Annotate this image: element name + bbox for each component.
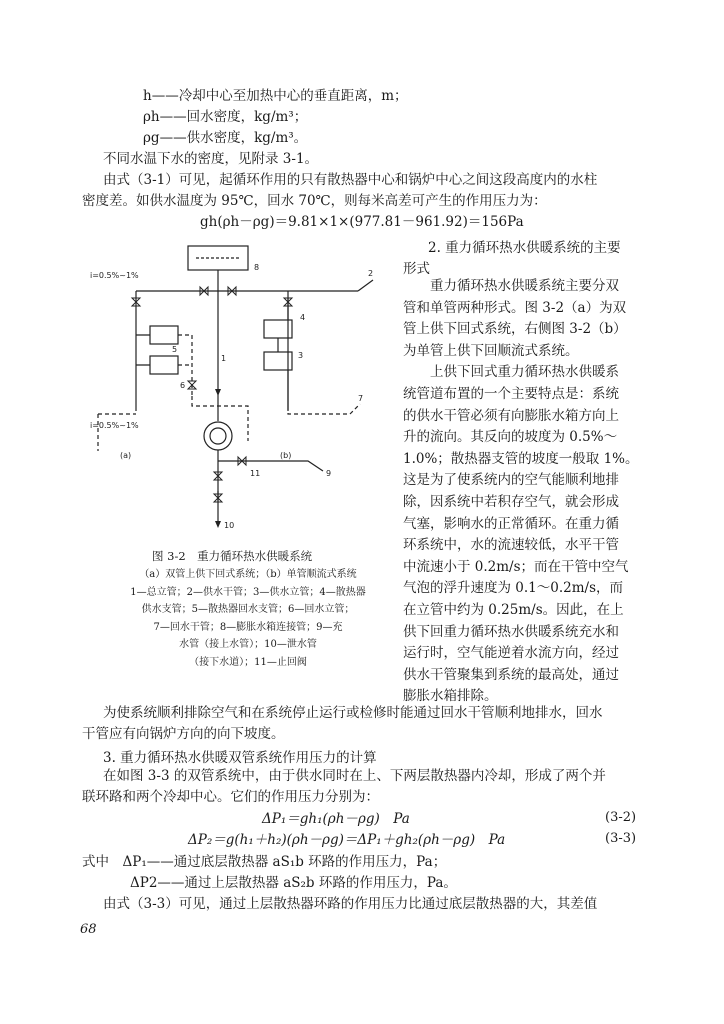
body-line: 中流速小于 0.2m/s；而在干管中空气 <box>403 558 629 575</box>
return-slope-text: 为使系统顺利排除空气和在系统停止运行或检修时能通过回水干管顺利地排水，回水 <box>103 705 603 721</box>
slope-label-bottom: i=0.5%~1% <box>90 421 139 430</box>
return-slope-text-cont: 干管应有向锅炉方向的向下坡度。 <box>82 726 285 742</box>
caption-line: （a）双管上供下回式系统；（b）单管顺流式系统 <box>139 569 357 580</box>
callout-9: 9 <box>326 469 332 478</box>
def-h: h——冷却中心至加热中心的垂直距离，m； <box>143 88 408 104</box>
body-line: 1.0%；散热器支管的坡度一般取 1%。 <box>403 450 639 467</box>
section2-body <box>403 276 673 708</box>
radiator <box>150 326 178 344</box>
intro-line: 密度差。如供水温度为 95℃，回水 70℃，则每米高差可产生的作用压力为： <box>82 193 547 209</box>
body-line: 膨胀水箱排除。 <box>403 688 498 705</box>
body-line: 为单管上供下回顺流式系统。 <box>403 342 579 359</box>
callout-7: 7 <box>358 394 364 403</box>
arrow-icon <box>215 389 221 396</box>
callout-8: 8 <box>254 263 260 272</box>
body-line: 在立管中约为 0.25m/s。因此，在上 <box>403 601 624 618</box>
body-line: 管和单管两种形式。图 3-2（a）为双 <box>403 299 627 316</box>
callout-4: 4 <box>300 313 306 322</box>
caption-line: （接下水道）；11—止回阀 <box>189 656 307 668</box>
body-line: 的供水干管必须有向膨胀水箱方向上 <box>403 407 619 424</box>
body-line: 升的流向。其反向的坡度为 0.5%～ <box>403 429 618 446</box>
callout-6: 6 <box>180 381 186 390</box>
page-number: 68 <box>80 922 97 937</box>
equation-3-2: ΔP₁＝gh₁(ρh－ρg) Pa <box>262 811 410 827</box>
body-line: 上供下回式重力循环热水供暖系 <box>430 364 619 381</box>
caption-line: 水管（接上水管）；10—泄水管 <box>179 639 317 650</box>
section2-heading-cont: 形式 <box>403 261 430 277</box>
body-line: 供下回重力循环热水供暖系统充水和 <box>403 623 619 640</box>
return-main <box>98 396 360 441</box>
callout-3: 3 <box>298 351 304 360</box>
appendix-reference: 不同水温下水的密度，见附录 3-1。 <box>103 151 319 167</box>
caption-line: 7—回水干管；8—膨胀水箱连接管；9—充 <box>153 621 343 633</box>
heating-system-diagram <box>88 236 400 536</box>
where-delta-p1: 式中 ΔP₁——通过底层散热器 aS₁b 环路的作用压力，Pa； <box>82 854 447 870</box>
body-line: 运行时，空气能逆着水流方向，经过 <box>403 645 619 662</box>
slope-label-top: i=0.5%~1% <box>90 271 139 280</box>
body-line: 管上供下回式系统，右侧图 3-2（b） <box>403 321 627 338</box>
body-line: 供水干管聚集到系统的最高处，通过 <box>403 666 619 683</box>
def-rho-h: ρh——回水密度，kg/m³； <box>143 109 308 125</box>
equation-3-3: ΔP₂＝g(h₁＋h₂)(ρh－ρg)＝ΔP₁＋gh₂(ρh－ρg) Pa <box>188 832 506 848</box>
body-line: 这是为了使系统内的空气能顺利地排 <box>403 472 619 489</box>
boiler <box>204 422 232 450</box>
body-line: 除，因系统中若积存空气，就会形成 <box>403 493 619 510</box>
figure-caption-title: 图 3-2 重力循环热水供暖系统 <box>152 549 313 563</box>
section3-text: 在如图 3-3 的双管系统中，由于供水同时在上、下两层散热器内冷却，形成了两个并 <box>103 768 606 784</box>
callout-11: 11 <box>250 469 261 478</box>
arrow-icon <box>215 521 221 528</box>
body-line: 重力循环热水供暖系统主要分双 <box>430 278 619 294</box>
body-line: 气泡的浮升速度为 0.1～0.2m/s，而 <box>403 580 624 597</box>
where-delta-p2: ΔP2——通过上层散热器 aS₂b 环路的作用压力，Pa。 <box>130 875 457 891</box>
panel-label-a: (a) <box>120 451 132 460</box>
panel-label-b: (b) <box>280 451 292 460</box>
caption-line: 供水支管；5—散热器回水支管；6—回水立管； <box>141 604 355 615</box>
section3-heading: 3. 重力循环热水供暖双管系统作用压力的计算 <box>103 750 377 766</box>
caption-line: 1—总立管；2—供水干管；3—供水立管；4—散热器 <box>130 586 366 598</box>
radiator <box>150 356 178 374</box>
body-line: 统管道布置的一个主要特点是：系统 <box>403 385 619 402</box>
pressure-example-equation: gh(ρh－ρg)＝9.81×1×(977.81－961.92)＝156Pa <box>200 214 524 230</box>
closing-text: 由式（3-3）可见，通过上层散热器环路的作用压力比通过底层散热器的大，其差值 <box>103 896 598 912</box>
callout-2: 2 <box>368 269 374 278</box>
figure-caption-legend <box>108 566 388 671</box>
def-rho-g: ρg——供水密度，kg/m³。 <box>143 130 308 146</box>
callout-1: 1 <box>221 354 227 363</box>
callout-5: 5 <box>172 345 178 354</box>
intro-line: 由式（3-1）可见，起循环作用的只有散热器中心和锅炉中心之间这段高度内的水柱 <box>103 172 598 188</box>
section3-text-cont: 联环路和两个冷却中心。它们的作用压力分别为： <box>82 789 379 805</box>
section2-heading: 2. 重力循环热水供暖系统的主要 <box>428 240 621 256</box>
body-line: 环系统中，水的流速较低，水平干管 <box>403 537 619 554</box>
equation-number: (3-3) <box>605 831 637 846</box>
body-line: 气塞，影响水的正常循环。在重力循 <box>403 515 619 532</box>
callout-10: 10 <box>224 521 235 530</box>
equation-number: (3-2) <box>605 810 637 825</box>
